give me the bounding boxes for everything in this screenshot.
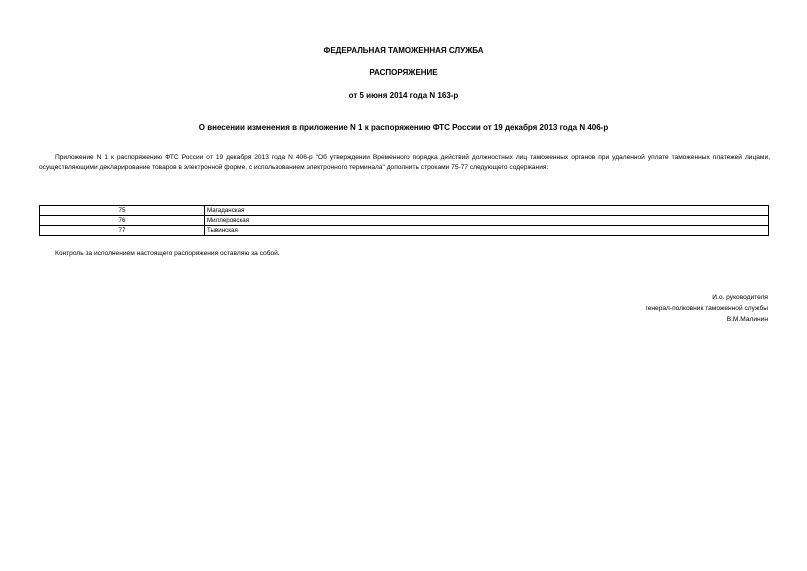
table-row: [40, 226, 769, 236]
document-title: О внесении изменения в приложение N 1 к распоряжению ФТС России от 19 декабря 2013 года N 406-р: [198, 123, 609, 132]
agency-name: ФЕДЕРАЛЬНАЯ ТАМОЖЕННАЯ СЛУЖБА: [323, 46, 484, 55]
table-row: [40, 216, 769, 226]
amendment-table: [39, 205, 769, 236]
body-paragraph-control: Контроль за исполнением настоящего распоряжения оставляю за собой.: [55, 250, 280, 257]
signature-rank: генерал-полковник таможенной службы: [645, 305, 768, 312]
table-cell-number: 76: [40, 216, 205, 226]
document-type: РАСПОРЯЖЕНИЕ: [369, 68, 438, 77]
document-date-number: от 5 июня 2014 года N 163-р: [348, 91, 459, 100]
table-cell-name: Миллеровская: [205, 216, 769, 226]
table-cell-name: Магаданская: [205, 206, 769, 216]
table-row: [40, 206, 769, 216]
table-cell-number: 75: [40, 206, 205, 216]
body-paragraph-amendment: Приложение N 1 к распоряжению ФТС России от 19 декабря 2013 года N 406-р "Об утверждении Временного порядка действий должностных лиц таможенных органов при удаленной уплате таможенных платежей лицами, осуществляющими декларирование товаров в электронной форме, с использованием электронного терминала" дополнить строками 75-77 следующего содержания:: [39, 154, 770, 171]
signature-name: В.М.Малинин: [726, 316, 768, 323]
table-cell-number: 77: [40, 226, 205, 236]
table-cell-name: Тывинская: [205, 226, 769, 236]
signature-position: И.о. руководителя: [712, 294, 768, 301]
